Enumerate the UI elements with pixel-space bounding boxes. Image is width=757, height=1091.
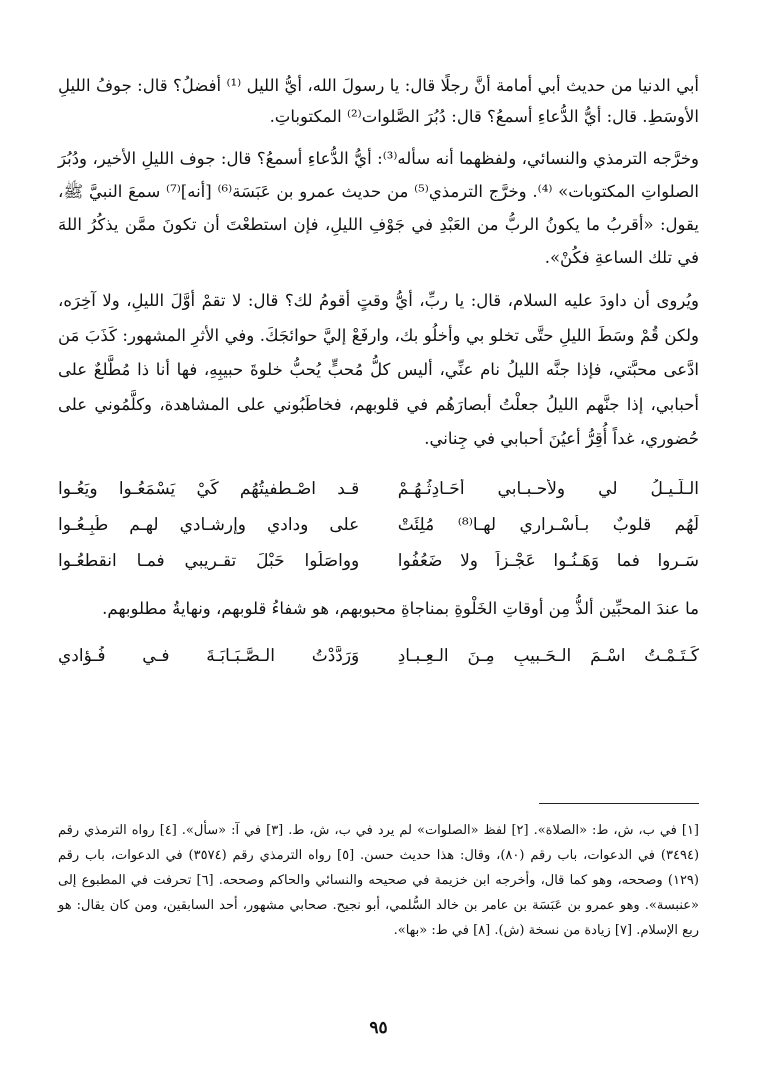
last-verse (58, 638, 699, 674)
footnote-separator (539, 803, 699, 804)
poem-first-hemistich: الـلَّـيـلُ لي ولأحـبـابي أُحَـادِثُـهُـمْ (397, 478, 699, 499)
poem-first-hemistich: لَهُم قلوبٌ بـأسْـراري لهـا⁽⁸⁾ مُلِئَتْ (397, 514, 699, 535)
poem-verse (58, 471, 699, 507)
footnotes: [١] في ب، ش، ط: «الصلاة». [٢] لفظ «الصلوات» لم يرد في ب، ش، ط. [٣] في آ: «سأل». [٤] رواه الترمذي رقم (٣٤٩٤) في الدعوات، باب رقم (٨٠)، وقال: هذا حديث حسن. [٥] رواه الترمذي رقم (٣٥٧٤) في الدعوات، باب رقم (١٢٩) وصححه، وهو كما قال، وأخرجه ابن خزيمة في صحيحه والنسائي والحاكم وصححه. [٦] تحرفت في المطبوع إلى «عنبسة». وهو عمرو بن عَبَسَة بن عامر بن خالد السُّلمي، أبو نجيح. صحابي مشهور، أحد السابقين، ومن كان يقال: هو ربع الإسلام. [٧] زيادة من نسخة (ش). [٨] في ط: «بها». (58, 823, 700, 938)
poem (58, 471, 699, 579)
paragraph-hadith-abu-umama: أبي الدنيا من حديث أبي أمامة أنَّ رجلًا قال: يا رسولَ الله، أيُّ الليل ⁽¹⁾ أفضلُ؟ قال: جوفُ الليلِ الأوسَطِ. قال: أيُّ الدُّعاءِ أسمعُ؟ قال: دُبُرَ الصَّلوات⁽²⁾ المكتوباتِ. (58, 76, 699, 126)
main-text (58, 70, 699, 674)
last-verse-second-hemistich: وَرَدَّدْتُ الـصَّـبَـابَـةَ فـي فُـؤادي (58, 645, 360, 666)
paragraph-tirmidhi: وخرَّجه الترمذي والنسائي، ولفظهما أنه سأله⁽³⁾: أيُّ الدُّعاءِ أسمعُ؟ قال: جوف الليلِ الأخير، ودُبُرَ الصلواتِ المكتوبات» ⁽⁴⁾. وخرَّج الترمذي⁽⁵⁾ من حديث عمرو بن عَبَسَة⁽⁶⁾ [أنه]⁽⁷⁾ سمعَ النبيَّ ﷺ، يقول: «أقربُ ما يكونُ الربُّ من العَبْدِ في جَوْفِ الليلِ، فإن استطعْتَ أن تكونَ ممَّن يذكُرُ اللهَ في تلك الساعةِ فكُنْ». (58, 149, 699, 267)
poem-second-hemistich: وواصَلُوا حَبْلَ تقـريبي فمـا انقطعُـوا (58, 550, 360, 571)
poem-second-hemistich: قـد اصْـطفيتُهُم كَيْ يَسْمَعُـوا ويَعُـوا (58, 478, 360, 499)
poem-verse (58, 507, 699, 543)
poem-first-hemistich: سَـروا فما وَهَـنُـوا عَجْـزاً ولا ضَعُفُوا (397, 550, 699, 571)
poem-verse (58, 543, 699, 579)
paragraph-dawud: ويُروى أن داودَ عليه السلام، قال: يا ربِّ، أيُّ وقتٍ أقومُ لك؟ قال: لا تقمْ أوَّلَ الليلِ، ولا آخِرَه، ولكن قُمْ وسَطَ الليلِ حتَّى تخلو بي وأخلُو بك، وارفَعْ إليَّ حوائجَكَ. وفي الأثرِ المشهور: كَذَبَ مَن ادَّعى محبَّتي، فإذا جنَّه الليلُ نام عنِّي، أليس كلُّ مُحبٍّ يُحبُّ خلوةَ حبيبِهِ، فها أنا ذا مُطَّلعٌ على أحبابي، إذا جنَّهم الليلُ جعلْتُ أبصارَهُم في قلوبهم، فخاطَبُوني على المشاهدة، وكلَّمُوني على حُضوري، غداً أُقِرُّ أعيُنَ أحبابي في جِناني. (58, 291, 699, 448)
paragraph-lovers: ما عندَ المحبِّين ألذُّ مِن أوقاتِ الخَلْوةِ بمناجاةِ محبوبهم، هو شفاءُ قلوبهم، ونهايةُ مطلوبهم. (102, 598, 699, 618)
page-number: ٩٥ (369, 1018, 388, 1038)
last-verse-first-hemistich: كَـتَـمْـتُ اسْـمَ الـحَـبيبِ مِـنَ الـعِـبـادِ (397, 645, 699, 666)
poem-second-hemistich: على ودادي وإرشـادي لهـم طُبِـعُـوا (58, 514, 360, 535)
